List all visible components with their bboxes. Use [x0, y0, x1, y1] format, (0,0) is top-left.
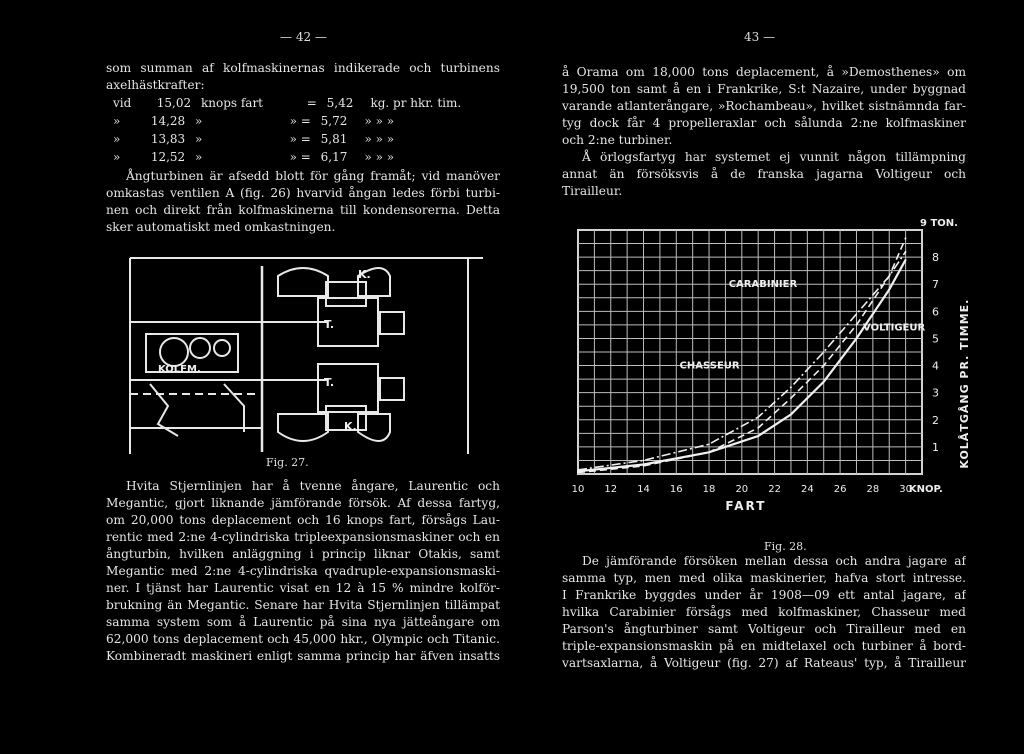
- text-line: brukning än Megantic. Senare har Hvita Stjernlinjen tillämpat: [106, 598, 500, 612]
- speed-eq: =: [306, 96, 317, 110]
- text-line: De jämförande försöken mellan dessa och andra jagare af: [582, 554, 966, 568]
- data-point: [856, 324, 858, 326]
- speed-knots: 12,52: [150, 150, 186, 164]
- text-line: Parson's ångturbiner samt Voltigeur och Tirailleur med en: [562, 622, 966, 636]
- paragraph-orlogsfartyg: [562, 149, 966, 200]
- text-line: och 2:ne turbiner.: [562, 133, 673, 147]
- text-line: ångturbin, hvilken anläggning i princip liknar Otakis, samt: [106, 547, 500, 561]
- x-tick-label: 26: [833, 484, 847, 495]
- x-tick-label: 28: [866, 484, 880, 495]
- speed-row: [113, 96, 461, 110]
- chart-grid: [578, 230, 922, 474]
- speed-row: [113, 150, 394, 164]
- figure-caption: Fig. 27.: [266, 456, 309, 469]
- intro-text: [106, 60, 500, 94]
- speed-value: 5,72: [320, 114, 348, 128]
- y-axis-label: KOLÅTGÅNG PR. TIMME.: [958, 298, 971, 469]
- cylinder: [214, 340, 230, 356]
- speed-tail: kg. pr hkr. tim.: [370, 96, 462, 110]
- speed-tail: » » »: [364, 132, 395, 146]
- text-line: Å örlogsfartyg har systemet ej vunnit någon tillämpning: [582, 150, 966, 164]
- data-point: [905, 251, 907, 253]
- text-line: omkastas ventilen A (fig. 26) hvarvid ångan ledes förbi turbi-: [106, 186, 500, 200]
- data-point: [823, 365, 825, 367]
- text-line: å Orama om 18,000 tons deplacement, å »Demosthenes» om: [562, 65, 966, 79]
- x-tick-label: 20: [735, 484, 749, 495]
- x-tick-label: 24: [800, 484, 814, 495]
- text-line: hvilka Carabinier försågs med kolfmaskiner, Chasseur med: [562, 605, 966, 619]
- speed-knots: 14,28: [150, 114, 186, 128]
- paragraph-comparison: [562, 553, 966, 672]
- speed-knots: 13,83: [150, 132, 186, 146]
- text-line: tyg dock får 4 propelleraxlar och sålunda 2:ne kolfmaskiner: [562, 116, 966, 130]
- data-point: [856, 338, 858, 340]
- data-point: [708, 443, 710, 445]
- data-point: [888, 289, 890, 291]
- text-line: Tirailleur.: [562, 184, 623, 198]
- text-line: sker automatiskt med omkastningen.: [106, 220, 336, 234]
- speed-unit: »: [195, 132, 203, 146]
- data-point: [643, 464, 645, 466]
- data-point: [757, 427, 759, 429]
- y-tick-label: 1: [932, 440, 939, 454]
- x-tick-label: 22: [768, 484, 781, 495]
- y-axis-top-label: 9 TON.: [920, 218, 958, 229]
- figure-caption: Fig. 28.: [764, 540, 807, 553]
- figure-28: [552, 204, 1022, 544]
- speed-unit: »: [195, 150, 203, 164]
- y-tick-label: 8: [932, 251, 939, 265]
- engine-diagram: [128, 256, 488, 456]
- x-tick-label: 12: [604, 484, 618, 495]
- text-line: ner. I tjänst har Laurentic visat en 12 à 15 % mindre kolför-: [106, 581, 500, 595]
- x-tick-label: 18: [702, 484, 716, 495]
- label-t-bottom: T.: [324, 376, 335, 389]
- text-line: nen och direkt från kolfmaskinerna till kondensorerna. Detta: [106, 203, 500, 217]
- data-point: [577, 469, 579, 471]
- speed-row: [113, 132, 394, 146]
- paragraph-orama: [562, 64, 966, 149]
- text-line: om 20,000 tons deplacement och 16 knops fart, försågs Lau-: [106, 513, 500, 527]
- text-line: Hvita Stjernlinjen har å tvenne ångare, Laurentic och: [126, 479, 500, 493]
- speed-value: 6,17: [320, 150, 348, 164]
- data-point: [905, 259, 907, 261]
- text-line: axelhästkrafter:: [106, 78, 205, 92]
- text-line: vartsaxlarna, å Voltigeur (fig. 27) af Rateaus' typ, å Tirailleur: [562, 656, 966, 670]
- speed-tail: » » »: [364, 114, 395, 128]
- x-tick-label: 30: [899, 484, 912, 495]
- cylinder: [160, 338, 188, 366]
- data-point: [643, 460, 645, 462]
- data-point: [856, 313, 858, 315]
- y-tick-label: 3: [932, 386, 939, 400]
- speed-prefix: »: [113, 114, 121, 128]
- turbine-connector: [326, 282, 366, 306]
- speed-row: [113, 114, 394, 128]
- text-line: 19,500 ton samt å en i Frankrike, S:t Nazaire, under byggnad: [562, 82, 966, 96]
- data-point: [790, 386, 792, 388]
- x-tick-label: 10: [571, 484, 585, 495]
- paragraph-turbine: [106, 168, 500, 236]
- data-point: [888, 275, 890, 277]
- data-point: [823, 381, 825, 383]
- speed-tail: » » »: [364, 150, 395, 164]
- speed-prefix: »: [113, 150, 121, 164]
- text-line: triple-expansionsmaskin på en midtelaxel och turbiner å bord-: [562, 639, 966, 653]
- series-label-carabinier: CARABINIER: [728, 278, 798, 290]
- series-label-chasseur: CHASSEUR: [679, 360, 740, 372]
- speed-prefix: »: [113, 132, 121, 146]
- text-line: annat än försöksvis å de franska jagarna Voltigeur och: [562, 167, 966, 181]
- data-point: [708, 452, 710, 454]
- y-tick-label: 5: [932, 332, 939, 346]
- cylinder: [190, 338, 210, 358]
- text-line: varande atlanterångare, »Rochambeau», hvilket sistnämnda far-: [562, 99, 966, 113]
- x-axis-label: FART: [725, 499, 767, 513]
- data-point: [757, 416, 759, 418]
- speed-knots: 15,02: [156, 96, 192, 110]
- y-tick-label: 4: [932, 359, 939, 373]
- y-tick-label: 6: [932, 305, 939, 319]
- figure-27: [128, 256, 488, 460]
- y-tick-label: 7: [932, 278, 939, 292]
- text-line: Megantic med 2:ne 4-cylindriska qvadruple-expansionsmaski-: [106, 564, 500, 578]
- data-point: [905, 237, 907, 239]
- text-line: som summan af kolfmaskinernas indikerade och turbinens: [106, 61, 500, 75]
- label-k-top: K.: [358, 268, 371, 281]
- speed-value: 5,81: [320, 132, 348, 146]
- x-axis-unit-label: KNOP.: [908, 484, 943, 495]
- label-t-top: T.: [324, 318, 335, 331]
- data-point: [790, 397, 792, 399]
- right-page: [512, 0, 1024, 754]
- speed-unit: knops fart: [200, 96, 264, 110]
- paragraph-white-star: [106, 478, 500, 665]
- data-point: [823, 351, 825, 353]
- text-line: Ångturbinen är afsedd blott för gång framåt; vid manöver: [126, 169, 500, 183]
- series-label-voltigeur: VOLTIGEUR: [863, 322, 926, 334]
- speed-prefix: vid: [113, 96, 132, 110]
- condenser-bottom: [358, 414, 390, 441]
- page-number: — 42 —: [280, 30, 327, 44]
- text-line: rentic med 2:ne 4-cylindriska tripleexpansionsmaskiner och en: [106, 530, 500, 544]
- page-number: 43 —: [744, 30, 776, 44]
- label-k-bottom: K.: [344, 420, 357, 433]
- text-line: samma typ, men med olika maskinerier, hafva stort intresse.: [562, 571, 966, 585]
- condenser-bottom: [278, 414, 328, 441]
- text-line: samma system som å Laurentic på sina nya jätteångare om: [106, 615, 500, 629]
- fuel-consumption-chart: [552, 204, 1022, 540]
- speed-eq: » =: [289, 150, 311, 164]
- speed-eq: » =: [289, 132, 311, 146]
- speed-eq: » =: [289, 114, 311, 128]
- turbine-gear: [380, 312, 404, 334]
- data-point: [757, 435, 759, 437]
- text-line: I Frankrike byggdes under år 1908—09 ett antal jagare, af: [562, 588, 966, 602]
- label-kolfm: KOLFM.: [158, 364, 201, 375]
- data-point: [790, 414, 792, 416]
- exhaust-pipe: [224, 384, 244, 432]
- x-tick-label: 14: [637, 484, 650, 495]
- x-tick-label: 16: [669, 484, 683, 495]
- text-line: Kombineradt maskineri enligt samma princip har äfven insatts: [106, 649, 500, 663]
- text-line: 62,000 tons deplacement och 45,000 hkr., Olympic och Titanic.: [106, 632, 500, 646]
- condenser-top: [278, 268, 328, 296]
- speed-unit: »: [195, 114, 203, 128]
- turbine-gear: [380, 378, 404, 400]
- y-tick-label: 2: [932, 413, 939, 427]
- text-line: Megantic, gjort liknande jämförande försök. Af dessa fartyg,: [106, 496, 500, 510]
- speed-value: 5,42: [326, 96, 354, 110]
